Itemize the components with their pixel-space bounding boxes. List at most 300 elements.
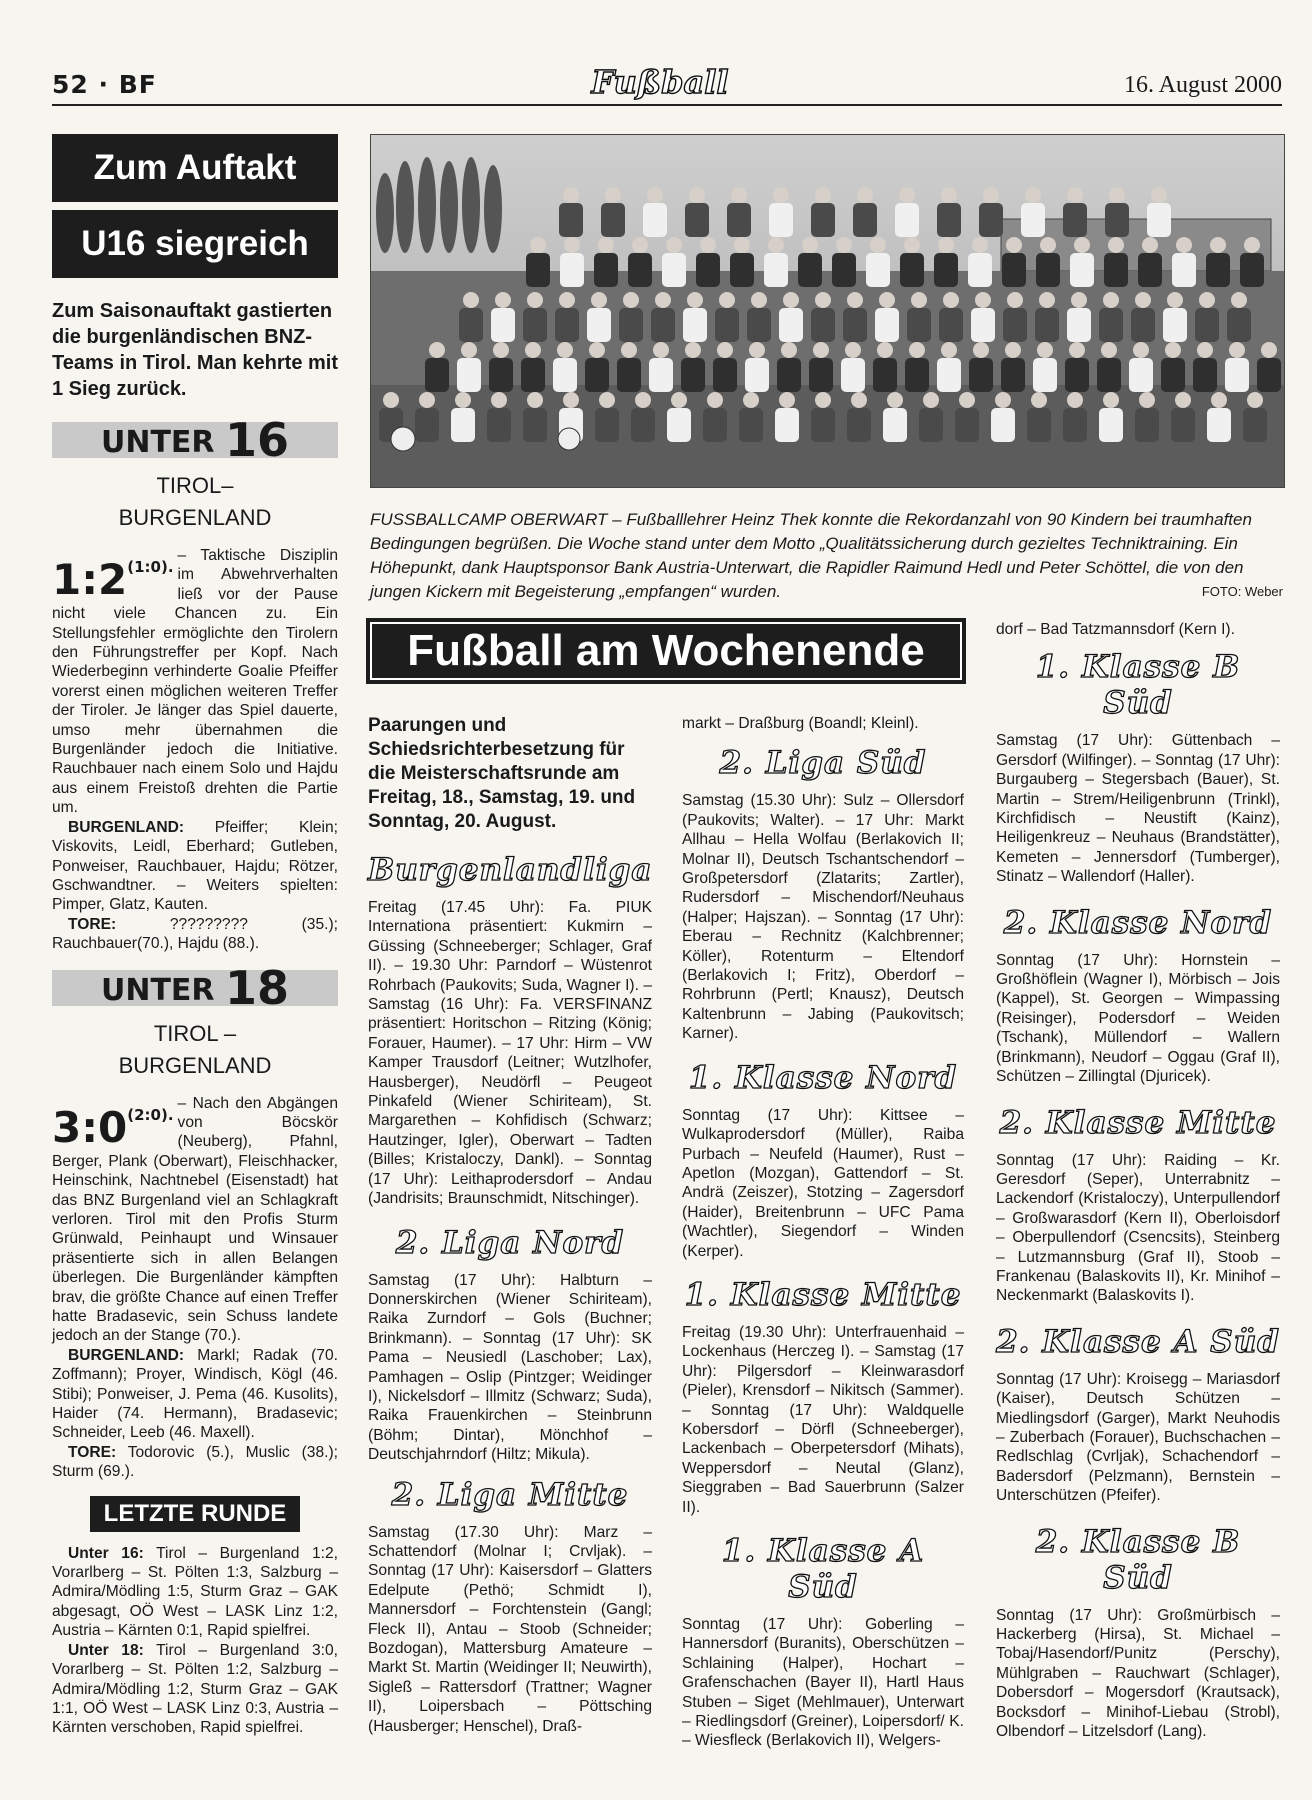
photo-person-head (563, 187, 579, 203)
page-number: 52 · BF (52, 70, 157, 99)
photo-person-head (655, 292, 671, 308)
u16-match-line-1: TIROL– (156, 473, 234, 498)
photo-person-head (1103, 292, 1119, 308)
photo-person-head (1167, 292, 1183, 308)
photo-person-body (739, 408, 763, 442)
photo-person-head (1139, 392, 1155, 408)
photo-person-body (526, 253, 550, 287)
photo-person-head (717, 342, 733, 358)
photo-person-body (1036, 253, 1060, 287)
photo-person-head (1197, 342, 1213, 358)
photo-person-body (971, 308, 995, 342)
text-k2-mitte: Sonntag (17 Uhr): Raiding – Kr. Geresdorf (Seper), Unterrabnitz – Lackendorf (Kristaloczy), Unterpullendorf – Großwarasdorf (Kern II), Oberloisdorf – Oberpullendorf (Csencsits), Steinberg – Lutzmannsburg (Graf II), Stoob – Frankenau (Balaskovits II), Kr. Minihof – Neckenmarkt (Balaskovits I). (996, 1151, 1280, 1305)
photo-person-head (1176, 237, 1192, 253)
photo-person-head (1133, 342, 1149, 358)
photo-person-body (1099, 308, 1123, 342)
u16-bar (52, 413, 338, 467)
photo-person-head (773, 187, 789, 203)
photo-person-head (557, 342, 573, 358)
photo-person-head (851, 392, 867, 408)
col4-continuation: dorf – Bad Tatzmannsdorf (Kern I). (996, 621, 1235, 638)
photo-person-head (455, 392, 471, 408)
u18-label: UNTER (101, 972, 215, 1008)
u16-lineup-label: BURGENLAND: (68, 818, 185, 836)
photo-person-head (1037, 342, 1053, 358)
photo-person-head (975, 292, 991, 308)
photo-person-body (685, 203, 709, 237)
u16-report: $1:2^{(1:0).}$ – Taktische Disziplin im Abwehrverhalten ließ vor der Pause nicht viele Chancen zu. Ein Stellungsfehler ermöglichte den Tirolern den Führungstreffer per Kopf. Nach Wiederbeginn verhinderte Goalie Pfeiffer vorerst einen möglichen weiteren Treffer der Tiroler. Je länger das Spiel dauerte, umso mehr übernahmen die Burgenländer jedoch die Initiative. Rauchbauer nach einem Solo und Hajdu aus einem Freistoß drehten die Partie um. BURGENLAND: Pfeiffer; Klein; Viskovits, Leidl, Eberhard; Gutleben, Ponweiser, Rauchbauer, Hajdu; Rötzer, Gschwandtner. – Weiters spielten: Pimper, Glatz, Kauten. TORE: ????????? (35.); Rauchbauer(70.), Hajdu (88.). (52, 547, 338, 953)
photo-person-body (491, 308, 515, 342)
photo-person-head (1109, 187, 1125, 203)
photo-person-head (781, 342, 797, 358)
photo-person-body (841, 358, 865, 392)
photo-person-body (811, 203, 835, 237)
photo-person-body (1206, 253, 1230, 287)
photo-person-head (923, 392, 939, 408)
photo-person-head (836, 237, 852, 253)
photo-person-head (461, 342, 477, 358)
photo-person-head (1231, 292, 1247, 308)
photo-person-body (1227, 308, 1251, 342)
u18-bar (52, 960, 338, 1015)
photo-person-body (955, 408, 979, 442)
photo-person-body (587, 308, 611, 342)
photo-person-head (1007, 292, 1023, 308)
photo-person-body (1097, 358, 1121, 392)
heading-liga-mitte: 2. Liga Mitte (391, 1476, 629, 1513)
photo-person-body (883, 408, 907, 442)
photo-person-body (489, 358, 513, 392)
photo-person-body (919, 408, 943, 442)
photo-person-body (649, 358, 673, 392)
last-u16-label: Unter 16: (68, 1544, 144, 1562)
photo-person-body (853, 203, 877, 237)
photo-person-body (1207, 408, 1231, 442)
u18-lineup-label: BURGENLAND: (68, 1346, 185, 1364)
photo-person-body (979, 203, 1003, 237)
photo-person-body (553, 358, 577, 392)
photo-person-head (463, 292, 479, 308)
photo-person-head (779, 392, 795, 408)
photo-person-body (594, 253, 618, 287)
photo-person-body (798, 253, 822, 287)
photo-person-body (777, 358, 801, 392)
u16-score: $1:2^{(1:0).}$ (52, 555, 174, 604)
heading-liga-sued: 2. Liga Süd (719, 745, 927, 782)
photo-person-body (683, 308, 707, 342)
photo-person-head (1108, 237, 1124, 253)
photo-person-body (968, 253, 992, 287)
photo-person-head (815, 392, 831, 408)
team-photo (370, 134, 1285, 488)
photo-person-body (643, 203, 667, 237)
photo-person-head (983, 187, 999, 203)
photo-person-body (1195, 308, 1219, 342)
u18-score: $3:0^{(2:0).}$ (52, 1102, 174, 1152)
photo-person-head (563, 392, 579, 408)
photo-person-body (1021, 203, 1045, 237)
team-photo-image (371, 135, 1284, 487)
photo-person-head (731, 187, 747, 203)
photo-person-head (1040, 237, 1056, 253)
u18-match-line-2: BURGENLAND (118, 1052, 272, 1078)
photo-person-body (451, 408, 475, 442)
photo-person-head (943, 292, 959, 308)
u16-goals-label: TORE: (68, 915, 117, 933)
photo-person-body (555, 308, 579, 342)
lead-text: Zum Saisonauftakt gastierten die burgenländischen BNZ-Teams in Tirol. Man kehrte mit 1 Sieg zurück. (52, 300, 338, 400)
photo-person-head (847, 292, 863, 308)
weekend-column-4 (996, 620, 1280, 1741)
u18-lineup: Markl; Radak (70. Zoffmann); Proyer, Windisch, Kögl (46. Stibi); Ponweiser, J. Pema (46. Kusolits), Haider (74. Hermann), Bradasevic; Schneider, Leeb (46. Maxell). (52, 1346, 338, 1442)
photo-person-body (747, 308, 771, 342)
photo-person-body (900, 253, 924, 287)
photo-person-body (1070, 253, 1094, 287)
photo-person-body (1193, 358, 1217, 392)
photo-person-body (1002, 253, 1026, 287)
text-k1b-sued: Samstag (17 Uhr): Güttenbach – Gersdorf (Wilfinger). – Sonntag (17 Uhr): Burgauberg – Stegersbach (Bauer), St. Martin – Strem/Heiligenbrunn (Trinkl), Kirchfidisch – Neustift (Kainz), Heiligenkreuz – Neuhaus (Brandstätter), Kemeten – Jennersdorf (Tumberger), Stinatz – Wallendorf (Haller). (996, 732, 1280, 886)
photo-person-body (939, 308, 963, 342)
photo-person-body (617, 358, 641, 392)
photo-person-head (1067, 392, 1083, 408)
photo-person-head (973, 342, 989, 358)
text-k2a-sued: Sonntag (17 Uhr): Kroisegg – Mariasdorf (Kaiser), Deutsch Schützen – Miedlingsdorf (Garger), Markt Neuhodis – Zuberbach (Forauer), Buchschachen – Redlschlag (Cvrljak), Schachendorf – Badersdorf (Pelzmann), Bernstein – Unterschützen (Pfeifer). (996, 1370, 1280, 1505)
photo-person-head (689, 187, 705, 203)
photo-person-body (895, 203, 919, 237)
photo-person-head (904, 237, 920, 253)
photo-person-head (887, 392, 903, 408)
photo-person-body (769, 203, 793, 237)
last-round-results (52, 1544, 338, 1738)
photo-person-body (745, 358, 769, 392)
heading-k2-nord: 2. Klasse Nord (1003, 904, 1273, 941)
photo-person-body (713, 358, 737, 392)
u18-goals: Todorovic (5.), Muslic (38.); Sturm (69.). (52, 1443, 338, 1481)
text-k2b-sued: Sonntag (17 Uhr): Großmürbisch – Hackerberg (Hirsa), St. Michael – Tobaj/Hasendorf/Punitz (Perschy), Mühlgraben – Rauchwart (Schlager), Dobersdorf – Mogersdorf (Krautsack), Bocksdorf – Minihof-Liebau (Strobl), Olbendorf – Litzelsdorf (Lang). (996, 1606, 1280, 1741)
photo-person-body (459, 308, 483, 342)
photo-person-head (909, 342, 925, 358)
photo-person-head (1211, 392, 1227, 408)
photo-person-head (1261, 342, 1277, 358)
photo-person-body (1105, 203, 1129, 237)
photo-person-head (666, 237, 682, 253)
photo-person-body (681, 358, 705, 392)
photo-person-head (591, 292, 607, 308)
u18-match-line-1: TIROL – (153, 1020, 237, 1046)
photo-person-body (415, 408, 439, 442)
photo-person-body (1138, 253, 1162, 287)
photo-person-body (703, 408, 727, 442)
photo-person-head (1210, 237, 1226, 253)
photo-person-head (559, 292, 575, 308)
photo-person-body (1257, 358, 1281, 392)
photo-person-head (941, 187, 957, 203)
photo-person-head (707, 392, 723, 408)
photo-person-body (1104, 253, 1128, 287)
photo-person-body (991, 408, 1015, 442)
photo-person-head (1039, 292, 1055, 308)
photo-person-body (1067, 308, 1091, 342)
photo-person-head (1006, 237, 1022, 253)
photo-person-body (1225, 358, 1249, 392)
last-round-title: LETZTE RUNDE (90, 1496, 301, 1532)
photo-person-body (601, 203, 625, 237)
photo-person-body (1135, 408, 1159, 442)
photo-person-body (696, 253, 720, 287)
last-u16-results: Tirol – Burgenland 1:2, Vorarlberg – St. Pölten 1:3, Salzburg – Admira/Mödling 1:5, Sturm Graz – GAK abgesagt, OÖ West – LASK Linz 1:2, Austria – Kärnten 0:1, Rapid spielfrei. (52, 1544, 338, 1640)
photo-person-body (595, 408, 619, 442)
photo-person-body (934, 253, 958, 287)
photo-person-head (938, 237, 954, 253)
photo-person-head (1247, 392, 1263, 408)
photo-person-body (1003, 308, 1027, 342)
photo-person-body (843, 308, 867, 342)
photo-person-body (875, 308, 899, 342)
caption-text: Fußballlehrer Heinz Thek konnte die Rekordanzahl von 90 Kindern bei traumhaften Bedingungen begrüßen. Die Woche stand unter dem Motto „Qualitätssicherung durch gezieltes Techniktraining. Ein Höhepunkt, dank Hauptsponsor Bank Austria-Unterwart, die Rapidler Raimund Hedl und Peter Schöttel, die von den jungen Kickern mit Begeisterung „empfangen“ wurden. (370, 510, 1252, 601)
photo-person-body (832, 253, 856, 287)
text-k1a-sued: Sonntag (17 Uhr): Goberling – Hannersdorf (Buranits), Oberschützen – Schlaining (Halper), Hochart – Grafenschachen (Bayer II), Hartl Haus Stuben – Siget (Mehlmauer), Unterwart – Riedlingsdorf (Greiner), Loipersdorf/ K. – Wiesfleck (Berlakovich II), Welgers- (682, 1616, 964, 1750)
photo-person-body (523, 308, 547, 342)
photo-person-head (495, 292, 511, 308)
last-u18-results: Tirol – Burgenland 3:0, Vorarlberg – St. Pölten 1:2, Salzburg – Admira/Mödling 1:2, Sturm Graz – GAK 1:1, OÖ West – LASK Linz 0:3, Austria – Kärnten verschoben, Rapid spielfrei. (52, 1641, 338, 1737)
photo-person-head (1175, 392, 1191, 408)
photo-person-head (1103, 392, 1119, 408)
photo-person-body (866, 253, 890, 287)
photo-person-head (879, 292, 895, 308)
text-liga-nord: Samstag (17 Uhr): Halbturn – Donnerskirchen (Wiener Schiriteam), Raika Zurndorf – Gols (Buchner; Brinkmann). – Sonntag (17 Uhr): SK Pama – Neusiedl (Laschober; Lax), Pamhagen – Oslip (Pintzger; Weidinger I), Nickelsdorf – Illmitz (Schwarz; Suda), Raika Frauenkirchen – Steinbrunn (Böhm; Dintar), Mönchhof – Deutschjahrndorf (Hiltz; Mikula). (368, 1271, 652, 1464)
photo-person-head (530, 237, 546, 253)
photo-person-body (1063, 203, 1087, 237)
u18-match (52, 1018, 338, 1082)
u18-halftime: (2:0). (127, 1105, 174, 1124)
photo-person-head (605, 187, 621, 203)
issue-date: 16. August 2000 (1123, 72, 1282, 98)
headline-line-2: U16 siegreich (52, 210, 338, 278)
photo-person-head (653, 342, 669, 358)
photo-person-head (1229, 342, 1245, 358)
photo-person-body (1147, 203, 1171, 237)
photo-person-head (1142, 237, 1158, 253)
photo-person-head (1199, 292, 1215, 308)
photo-person-head (815, 292, 831, 308)
photo-person-body (1161, 358, 1185, 392)
u18-number: 18 (224, 960, 289, 1015)
photo-person-body (619, 308, 643, 342)
weekend-lead: Paarungen und Schiedsrichterbesetzung für die Meisterschaftsrunde am Freitag, 18., Samstag, 19. und Sonntag, 20. August. (368, 715, 636, 832)
photo-person-body (1063, 408, 1087, 442)
photo-person-head (1151, 187, 1167, 203)
photo-person-head (527, 392, 543, 408)
photo-person-body (937, 358, 961, 392)
photo-person-head (527, 292, 543, 308)
photo-person-head (743, 392, 759, 408)
col3-continuation: markt – Draßburg (Boandl; Kleinl). (682, 715, 919, 732)
photo-person-body (425, 358, 449, 392)
heading-k1-nord: 1. Klasse Nord (688, 1059, 958, 1096)
photo-person-head (383, 392, 399, 408)
u16-goals: ????????? (35.); Rauchbauer(70.), Hajdu (88.). (52, 915, 338, 953)
photo-person-head (429, 342, 445, 358)
photo-person-head (734, 237, 750, 253)
u16-match (52, 470, 338, 534)
photo-person-body (1001, 358, 1025, 392)
photo-person-head (623, 292, 639, 308)
photo-person-body (585, 358, 609, 392)
photo-person-body (1033, 358, 1057, 392)
photo-person-body (662, 253, 686, 287)
heading-liga-nord: 2. Liga Nord (395, 1224, 625, 1261)
photo-person-body (969, 358, 993, 392)
section-title: Fußball (591, 63, 729, 101)
u16-halftime: (1:0). (127, 558, 174, 576)
heading-k2-mitte: 2. Klasse Mitte (999, 1104, 1277, 1141)
photo-person-head (802, 237, 818, 253)
photo-person-body (1163, 308, 1187, 342)
text-k1-mitte: Freitag (19.30 Uhr): Unterfrauenhaid – Lockenhaus (Herczeg I). – Samstag (17 Uhr): Pilgersdorf – Kleinwarasdorf (Pieler), Krensdorf – Nikitsch (Sammer). – Sonntag (17 Uhr): Waldquelle Kobersdorf – Dörfl (Schneeberger), Lackenbach – Oberpetersdorf (Mihats), Weppersdorf – Neutal (Glanz), Sieggraben – Bad Sauerbrunn (Salzer II). (682, 1323, 964, 1516)
photo-person-head (995, 392, 1011, 408)
photo-person-head (1031, 392, 1047, 408)
photo-person-body (1027, 408, 1051, 442)
photo-credit: FOTO: Weber (1201, 584, 1283, 599)
photo-person-head (687, 292, 703, 308)
photo-person-head (599, 392, 615, 408)
photo-person-head (589, 342, 605, 358)
photo-person-head (525, 342, 541, 358)
photo-person-head (598, 237, 614, 253)
text-liga-sued: Samstag (15.30 Uhr): Sulz – Ollersdorf (Paukovits; Walter). – 17 Uhr: Markt Allhau – Hella Wolfau (Berlakovich II; Molnar II), Deutsch Tschantschendorf – Großpetersdorf (Zlatarits; Zartler), Rudersdorf – Mischendorf/Neuhaus (Halper; Hajszan). – Sonntag (17 Uhr): Eberau – Rechnitz (Kalchbrenner; Köller), Rotenturm – Eltendorf (Berlakovich I; Fritz), Oberdorf – Rohrbrunn (Pertl; Knausz), Deutsch Kaltenbrunn – Jabing (Paukovitsch; Karner). (682, 792, 964, 1043)
photo-person-head (647, 187, 663, 203)
photo-person-head (685, 342, 701, 358)
photo-person-body (559, 203, 583, 237)
text-k2-nord: Sonntag (17 Uhr): Hornstein – Großhöflein (Wagner I), Mörbisch – Jois (Kappel), St. Georgen – Wimpassing (Reisinger), Podersdorf – Weiden (Tschank), Müllendorf – Wallern (Brinkmann), Neudorf – Oggau (Graf II), Schützen – Zillingtal (Djuricek). (996, 951, 1280, 1086)
photo-person-head (671, 392, 687, 408)
photo-person-body (937, 203, 961, 237)
heading-k1a-sued: 1. Klasse A Süd (721, 1533, 925, 1605)
photo-person-head (719, 292, 735, 308)
photo-person-body (1243, 408, 1267, 442)
photo-person-head (941, 342, 957, 358)
photo-person-head (419, 392, 435, 408)
photo-person-head (1101, 342, 1117, 358)
photo-person-head (959, 392, 975, 408)
photo-person-body (1172, 253, 1196, 287)
photo-person-head (491, 392, 507, 408)
photo-person-body (907, 308, 931, 342)
photo-person-head (1135, 292, 1151, 308)
heading-k2b-sued: 2. Klasse B Süd (1035, 1523, 1241, 1596)
weekend-column-2 (368, 714, 652, 1736)
photo-person-body (1035, 308, 1059, 342)
text-burgenlandliga: Freitag (17.45 Uhr): Fa. PIUK Internationa präsentiert: Kukmirn – Güssing (Schneeberger; Schlager, Graf II). – 19.30 Uhr: Parndorf – Wüstenrot Rohrbach (Paukovits; Suda, Wagner I). – Samstag (16 Uhr): Fa. VERSFINANZ präsentiert: Horitschon – Ritzing (König; Forauer, Haumer). – 17 Uhr: Hirm – VW Kamper Trausdorf (Leitner; Wutzlhofer, Hausberger), Neudörfl – Peugeot Pinkafeld (Wiener Schiriteam), St. Margarethen – Kohfidisch (Schwarz; Hautzinger, Igler), Oberwart – Tadten (Billes; Kristaloczy, Dankl). – Sonntag (17 Uhr): Leithaprodersdorf – Andau (Jandrisits; Braunschmidt, Nitschinger). (368, 899, 652, 1208)
photo-person-head (911, 292, 927, 308)
u16-label: UNTER (101, 425, 215, 460)
u16-match-line-2: BURGENLAND (118, 505, 272, 530)
photo-person-body (651, 308, 675, 342)
photo-person-head (700, 237, 716, 253)
photo-person-body (1065, 358, 1089, 392)
left-column (52, 134, 338, 1738)
photo-person-body (1131, 308, 1155, 342)
photo-person-body (521, 358, 545, 392)
photo-person-body (811, 308, 835, 342)
photo-person-body (730, 253, 754, 287)
photo-person-body (727, 203, 751, 237)
photo-person-head (813, 342, 829, 358)
heading-burgenlandliga: Burgenlandliga (368, 852, 653, 888)
weekend-headline: Fußball am Wochenende (366, 618, 966, 684)
photo-person-body (487, 408, 511, 442)
heading-k2a-sued: 2. Klasse A Süd (996, 1323, 1280, 1360)
photo-person-head (1067, 187, 1083, 203)
text-liga-mitte: Samstag (17.30 Uhr): Marz – Schattendorf (Molnar I; Crvljak). – Sonntag (17 Uhr): Kaisersdorf – Glatters Edelpute (Pethö; Schmidt I), Mannersdorf – Forchtenstein (Gangl; Fleck II), Antau – Stoob (Schneider; Bozdogan), Mattersburg Amateure – Markt St. Martin (Weidinger II; Neuwirth), Sigleß – Rattersdorf (Trattner; Wagner II), Loipersbach – Pöttsching (Hausberger; Henschel), Draß- (368, 1523, 652, 1735)
photo-person-head (1244, 237, 1260, 253)
photo-person-body (631, 408, 655, 442)
photo-person-head (621, 342, 637, 358)
photo-person-body (667, 408, 691, 442)
photo-person-head (751, 292, 767, 308)
photo-person-head (768, 237, 784, 253)
photo-person-head (1005, 342, 1021, 358)
photo-person-head (632, 237, 648, 253)
photo-person-body (1171, 408, 1195, 442)
photo-person-body (715, 308, 739, 342)
photo-person-head (1071, 292, 1087, 308)
heading-k1b-sued: 1. Klasse B Süd (1035, 649, 1241, 722)
photo-person-head (749, 342, 765, 358)
u18-report: $3:0^{(2:0).}$ – Nach den Abgängen von Böcskör (Neuberg), Pfahnl, Berger, Plank (Oberwart), Fleischhacker, Heinschink, Nachtnebel (Eisenstadt) hat das BNZ Burgenland viel an Schlagkraft verloren. Tirol mit den Profis Sturm Grünwald, Peinhaupt und Winsauer präsentierte sich in allen Belangen überlegen. Die Burgenländer kämpften brav, die größte Chance auf einen Treffer hatte Bradasevic, sein Schuss landete jedoch an der Stange (70.). BURGENLAND: Markl; Radak (70. Zoffmann); Proyer, Windisch, Kögl (46. Stibi); Ponweiser, J. Pema (46. Kusolits), Haider (74. Hermann), Bradasevic; Schneider, Leeb (46. Maxell). TORE: Todorovic (5.), Muslic (38.); Sturm (69.). (52, 1094, 338, 1481)
photo-person-body (1099, 408, 1123, 442)
photo-person-head (857, 187, 873, 203)
photo-person-body (628, 253, 652, 287)
heading-k1-mitte: 1. Klasse Mitte (684, 1276, 962, 1313)
photo-person-head (635, 392, 651, 408)
u16-lineup: Pfeiffer; Klein; Viskovits, Leidl, Eberhard; Gutleben, Ponweiser, Rauchbauer, Hajdu; Rötzer, Gschwandtner. – Weiters spielten: Pimper, Glatz, Kauten. (52, 818, 338, 914)
photo-person-head (899, 187, 915, 203)
photo-person-head (877, 342, 893, 358)
photo-person-body (811, 408, 835, 442)
photo-person-head (564, 237, 580, 253)
photo-person-head (1025, 187, 1041, 203)
caption-lead: FUSSBALLCAMP OBERWART – (370, 510, 622, 529)
photo-person-body (775, 408, 799, 442)
photo-person-head (1074, 237, 1090, 253)
weekend-column-3 (682, 714, 964, 1751)
photo-person-body (560, 253, 584, 287)
photo-person-body (523, 408, 547, 442)
photo-person-head (493, 342, 509, 358)
photo-person-body (809, 358, 833, 392)
photo-person-body (847, 408, 871, 442)
u18-goals-label: TORE: (68, 1443, 117, 1461)
photo-person-head (972, 237, 988, 253)
photo-person-head (1069, 342, 1085, 358)
text-k1-nord: Sonntag (17 Uhr): Kittsee – Wulkaprodersdorf (Müller), Raiba Purbach – Neufeld (Haumer), Rust – Apetlon (Mozgan), Gattendorf – St. Andrä (Zeiszer), Stotzing – Zagersdorf (Haider), Breitenbrunn – UFC Pama (Wachtler), Siegendorf – Winden (Kerper). (682, 1106, 964, 1260)
photo-person-body (764, 253, 788, 287)
photo-person-body (1129, 358, 1153, 392)
photo-caption (370, 508, 1283, 604)
photo-person-head (815, 187, 831, 203)
photo-person-head (845, 342, 861, 358)
photo-person-head (1165, 342, 1181, 358)
photo-person-head (783, 292, 799, 308)
photo-person-body (873, 358, 897, 392)
headline-line-1: Zum Auftakt (52, 134, 338, 202)
u16-number: 16 (224, 413, 289, 467)
photo-person-body (1240, 253, 1264, 287)
photo-person-body (905, 358, 929, 392)
last-u18-label: Unter 18: (68, 1641, 144, 1659)
header-rule (52, 104, 1282, 106)
